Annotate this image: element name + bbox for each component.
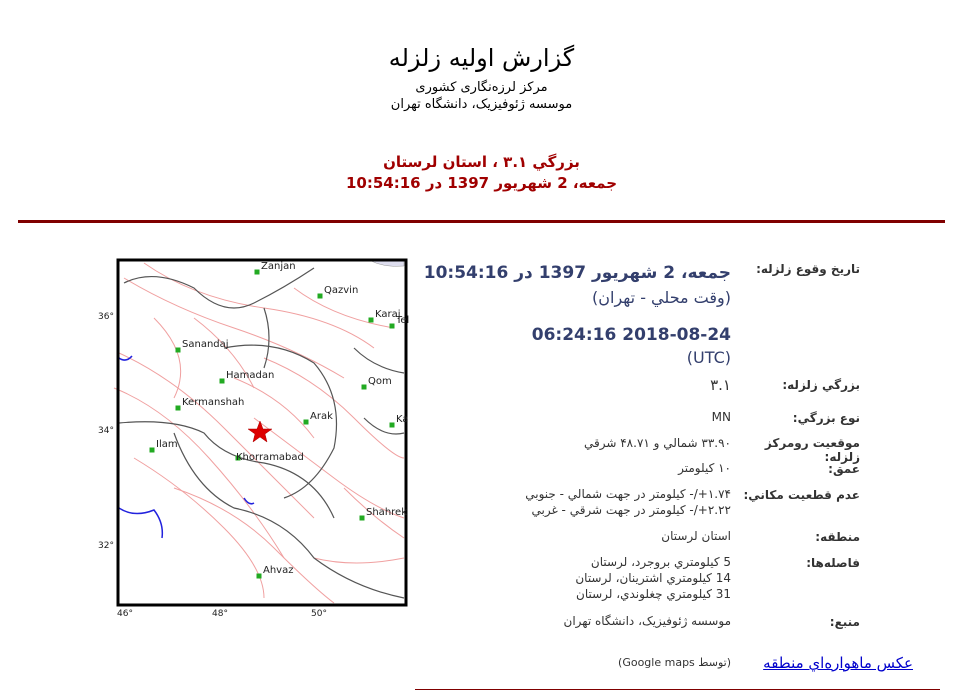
mag-type-label: نوع بزرگي: bbox=[792, 411, 860, 425]
summary-datetime: جمعه، 2 شهريور 1397 در 10:54:16 bbox=[345, 174, 618, 192]
lon-tick-50: 50° bbox=[311, 609, 327, 619]
city-label: Khorramabad bbox=[236, 452, 304, 463]
city-label: Ahvaz bbox=[263, 565, 294, 576]
location-value: ۳۳.۹۰ شمالي و ۴۸.۷۱ شرقي bbox=[584, 436, 731, 450]
city-marker bbox=[176, 406, 181, 411]
city-marker bbox=[257, 574, 262, 579]
city-marker bbox=[304, 420, 309, 425]
distance-item: 31 کيلومتري چغلوندي، لرستان bbox=[576, 587, 731, 601]
lon-tick-48: 48° bbox=[212, 609, 228, 619]
mag-type-value: MN bbox=[711, 410, 731, 424]
lat-tick-36: 36° bbox=[98, 312, 114, 322]
city-label: Qazvin bbox=[324, 285, 359, 296]
institute-name: موسسه ژئوفیزیک، دانشگاه تهران bbox=[390, 97, 573, 112]
depth-value: ۱۰ کيلومتر bbox=[678, 461, 731, 475]
magnitude-value: ۳.۱ bbox=[710, 376, 731, 394]
summary-magnitude-region: بزرگي ۳.۱ ، استان لرستان bbox=[383, 153, 580, 171]
city-marker bbox=[369, 318, 374, 323]
lat-ticks bbox=[98, 312, 114, 551]
city-label: Shahrek bbox=[366, 507, 407, 518]
city-marker bbox=[150, 448, 155, 453]
magnitude-label: بزرگي زلزله: bbox=[782, 378, 860, 392]
satellite-map-link[interactable]: عکس ماهواره‌اي منطقه bbox=[763, 654, 913, 672]
city-label: Hamadan bbox=[226, 370, 275, 381]
city-label: Zanjan bbox=[261, 261, 296, 272]
org-name: مرکز لرزه‌نگاری کشوری bbox=[415, 80, 548, 95]
city-label: Ilam bbox=[156, 439, 178, 450]
lat-tick-32: 32° bbox=[98, 541, 114, 551]
depth-label: عمق: bbox=[828, 462, 860, 476]
city-label: Karaj bbox=[375, 309, 401, 320]
city-label: Qom bbox=[368, 376, 392, 387]
city-marker bbox=[360, 516, 365, 521]
city-label: Tel bbox=[396, 315, 410, 326]
local-time-note: (وقت محلي - تهران) bbox=[592, 288, 731, 307]
local-time: جمعه، 2 شهريور 1397 در 10:54:16 bbox=[423, 263, 731, 283]
uncertainty-ns: ۱.۷۴+/- کيلومتر در جهت شمالي - جنوبي bbox=[525, 487, 731, 501]
time-label: تاريخ وقوع زلزله: bbox=[756, 262, 860, 276]
header-divider bbox=[18, 220, 945, 223]
lat-tick-34: 34° bbox=[98, 426, 114, 436]
distance-item: 5 کيلومتري بروجرد، لرستان bbox=[590, 555, 731, 569]
city-marker bbox=[362, 385, 367, 390]
footer-divider bbox=[415, 689, 940, 690]
uncertainty-ew: ۲.۲۲+/- کيلومتر در جهت شرقي - غربي bbox=[531, 503, 731, 517]
city-label: Arak bbox=[310, 411, 333, 422]
utc-time: 2018-08-24 06:24:16 bbox=[531, 325, 731, 345]
utc-note: (UTC) bbox=[686, 348, 731, 367]
distances-label: فاصله‌ها: bbox=[806, 556, 860, 570]
page-title: گزارش اولیه زلزله bbox=[388, 44, 575, 72]
city-label: Sanandaj bbox=[182, 339, 229, 350]
source-value: موسسه ژئوفيزيک، دانشگاه تهران bbox=[563, 614, 731, 628]
region-value: استان لرستان bbox=[661, 529, 731, 543]
location-label: موقعيت رومرکز زلزله: bbox=[764, 436, 860, 464]
city-marker bbox=[255, 270, 260, 275]
city-marker bbox=[220, 379, 225, 384]
city-marker bbox=[176, 348, 181, 353]
lon-tick-46: 46° bbox=[117, 609, 133, 619]
city-label: Kermanshah bbox=[182, 397, 245, 408]
city-label: Ka bbox=[396, 414, 409, 425]
uncertainty-label: عدم قطعيت مکاني: bbox=[743, 488, 860, 502]
region-label: منطقه: bbox=[815, 530, 860, 544]
distance-item: 14 کيلومتري اشترينان، لرستان bbox=[575, 571, 731, 585]
google-maps-note: (توسط Google maps) bbox=[618, 656, 731, 669]
source-label: منبع: bbox=[829, 615, 860, 629]
